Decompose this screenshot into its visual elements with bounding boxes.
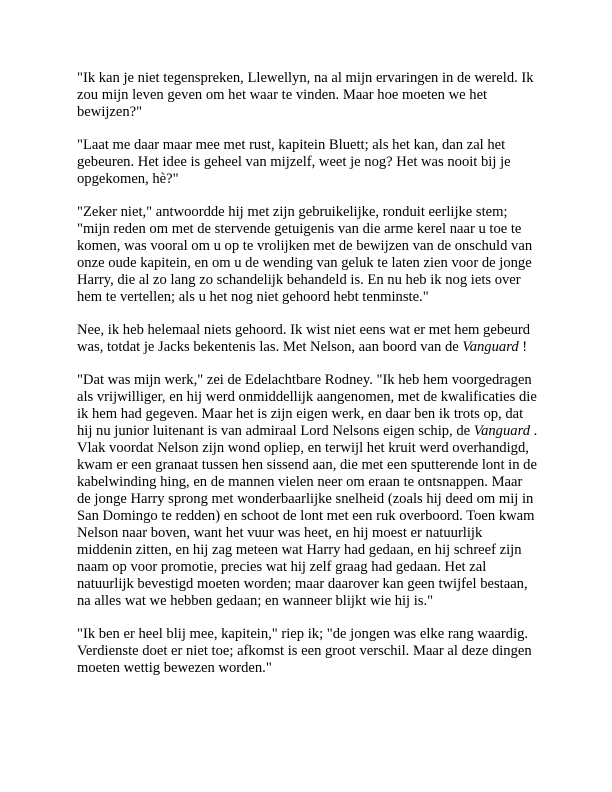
- paragraph-text: Nee, ik heb helemaal niets gehoord. Ik wist niet eens wat er met hem gebeurd was, totdat je Jacks bekentenis las. Met Nelson, aan boord van de: [77, 322, 531, 355]
- paragraph-text: "Zeker niet," antwoordde hij met zijn gebruikelijke, ronduit eerlijke stem; "mijn reden om met de stervende getuigenis van die arme kerel naar u toe te komen, was vooral om u op te vrolijken met de bewijzen van de onschuld van onze oude kapitein, en om u de wending van geluk te laten zien voor de jonge Harry, die al zo lang zo schandelijk behandeld is. En nu heb ik nog iets over hem te vertellen; als u het nog niet gehoord hebt tenminste.": [77, 204, 533, 305]
- paragraph-text: "Ik ben er heel blij mee, kapitein," riep ik; "de jongen was elke rang waardig. Verdienste doet er niet toe; afkomst is een groot verschil. Maar al deze dingen moeten wettig bewezen worden.": [77, 626, 532, 676]
- paragraph-2: [77, 137, 539, 188]
- document-body: [77, 70, 539, 693]
- paragraph-text: "Dat was mijn werk," zei de Edelachtbare Rodney. "Ik heb hem voorgedragen als vrijwilliger, en hij werd onmiddellijk aangenomen, met de kwalificaties die ik hem had gegeven. Maar het is zijn eigen werk, en daar ben ik trots op, dat hij nu junior luitenant is van admiraal Lord Nelsons eigen schip, de: [77, 372, 537, 439]
- paragraph-5: [77, 372, 539, 610]
- ship-name: Vanguard: [473, 423, 531, 439]
- paragraph-1: [77, 70, 539, 121]
- paragraph-4: [77, 322, 539, 356]
- paragraph-text: !: [518, 339, 528, 355]
- paragraph-text: "Laat me daar maar mee met rust, kapitein Bluett; als het kan, dan zal het gebeuren. Het idee is geheel van mijzelf, weet je nog? Het was nooit bij je opgekomen, hè?": [77, 137, 511, 187]
- ship-name: Vanguard: [462, 339, 519, 355]
- paragraph-text: . Vlak voordat Nelson zijn wond opliep, en terwijl het kruit werd overhandigd, kwam er een granaat tussen hen sissend aan, die met een sputterende lont in de kabelwinding hing, en de mannen vielen neer om eraan te ontsnappen. Maar de jonge Harry sprong met wonderbaarlijke snelheid (zoals hij deed om mij in San Domingo te redden) en schoot de lont met een ruk overboord. Toen kwam Nelson naar boven, want het vuur was heet, en hij moest er natuurlijk middenin zitten, en hij zag meteen wat Harry had gedaan, en hij schreef zijn naam op voor promotie, precies wat hij zelf graag had gedaan. Het zal natuurlijk bevestigd moeten worden; maar daarover kan geen twijfel bestaan, na alles wat we hebben gedaan; en wanneer blijkt wie hij is.": [77, 423, 538, 609]
- paragraph-6: [77, 626, 539, 677]
- paragraph-3: [77, 204, 539, 306]
- paragraph-text: "Ik kan je niet tegenspreken, Llewellyn, na al mijn ervaringen in de wereld. Ik zou mijn leven geven om het waar te vinden. Maar hoe moeten we het bewijzen?": [77, 70, 534, 120]
